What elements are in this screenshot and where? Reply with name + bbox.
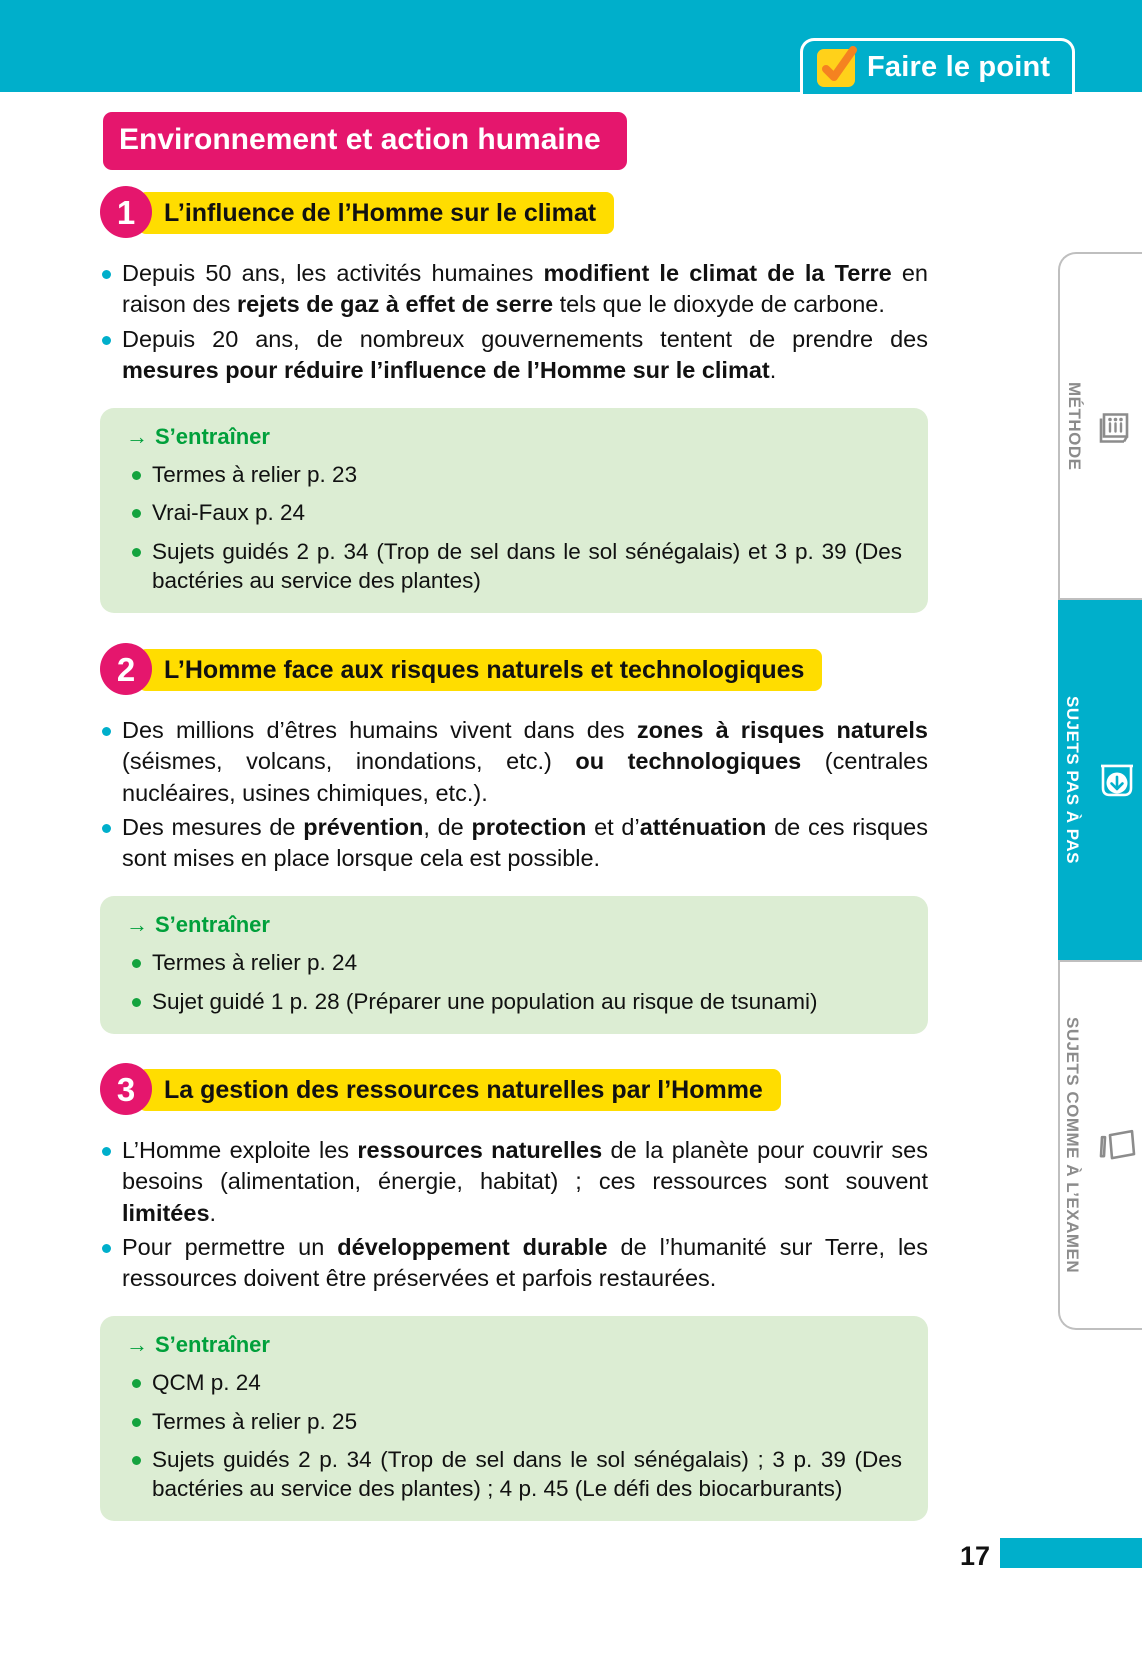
- practice-title-2: [126, 912, 902, 938]
- arrow-right-icon: →: [126, 912, 148, 938]
- sidebar: [1000, 252, 1142, 1330]
- section-3-bullets: [100, 1135, 928, 1294]
- sidebar-tab-methode[interactable]: [1058, 252, 1142, 600]
- section-1: [0, 190, 1000, 613]
- arrow-right-icon: →: [126, 1332, 148, 1358]
- section-2-header: [100, 647, 1000, 693]
- section-2-bullets: [100, 715, 928, 874]
- list-item: Des mesures de prévention, de protection et d’atténuation de ces risques sont mises en place lorsque cela est possible.: [100, 812, 928, 875]
- practice-label: S’entraîner: [155, 424, 270, 449]
- page-number: 17: [959, 1541, 990, 1571]
- section-2-number: 2: [100, 643, 152, 695]
- section-3-header: [100, 1067, 1000, 1113]
- list-item: QCM p. 24: [126, 1368, 902, 1397]
- practice-list-3: [126, 1368, 902, 1503]
- list-item: Termes à relier p. 24: [126, 948, 902, 977]
- section-3-practice-box: [100, 1316, 928, 1521]
- practice-list-1: [126, 460, 902, 595]
- sidebar-tab-methode-label: MÉTHODE: [1065, 381, 1084, 471]
- section-1-bullets: [100, 258, 928, 386]
- section-3-title: La gestion des ressources naturelles par l’Homme: [164, 1075, 763, 1104]
- list-item: Termes à relier p. 25: [126, 1407, 902, 1436]
- list-item: Sujets guidés 2 p. 34 (Trop de sel dans le sol sénégalais) ; 3 p. 39 (Des bactéries au service des plantes) ; 4 p. 45 (Le défi des biocarburants): [126, 1445, 902, 1504]
- section-3: [0, 1067, 1000, 1521]
- arrow-right-icon: →: [126, 424, 148, 449]
- list-item: Des millions d’êtres humains vivent dans des zones à risques naturels (séismes, volcans, inondations, etc.) ou technologiques (centrales nucléaires, usines chimiques, etc.).: [100, 715, 928, 809]
- section-3-title-chip: [138, 1069, 781, 1111]
- practice-title-3: [126, 1332, 902, 1358]
- list-item: Depuis 50 ans, les activités humaines modifient le climat de la Terre en raison des rejets de gaz à effet de serre tels que le dioxyde de carbone.: [100, 258, 928, 321]
- exam-paper-icon: [1096, 1127, 1140, 1163]
- list-item: Sujets guidés 2 p. 34 (Trop de sel dans le sol sénégalais) et 3 p. 39 (Des bactéries au service des plantes): [126, 537, 902, 596]
- notebook-icon: [1098, 408, 1138, 444]
- practice-label: S’entraîner: [155, 912, 270, 938]
- sidebar-tab-sujets-examen[interactable]: [1058, 960, 1142, 1330]
- list-item: Sujet guidé 1 p. 28 (Préparer une population au risque de tsunami): [126, 987, 902, 1016]
- faire-le-point-tab[interactable]: [800, 38, 1075, 94]
- check-icon: [817, 49, 855, 87]
- list-item: Vrai-Faux p. 24: [126, 498, 902, 527]
- section-2: [0, 647, 1000, 1034]
- list-item: Pour permettre un développement durable de l’humanité sur Terre, les ressources doivent être préservées et parfois restaurées.: [100, 1232, 928, 1295]
- arrow-up-badge-icon: [1096, 761, 1138, 799]
- section-2-title: L’Homme face aux risques naturels et technologiques: [164, 655, 805, 684]
- sidebar-tab-sujets-pas-a-pas[interactable]: [1058, 600, 1142, 960]
- sidebar-tab-sujets-pas-a-pas-label: SUJETS PAS À PAS: [1063, 696, 1082, 864]
- practice-title-1: [126, 424, 902, 450]
- section-1-title-chip: [138, 192, 614, 234]
- list-item: L’Homme exploite les ressources naturelles de la planète pour couvrir ses besoins (alimentation, énergie, habitat) ; ces ressources sont souvent limitées.: [100, 1135, 928, 1229]
- faire-le-point-label: Faire le point: [867, 51, 1051, 83]
- practice-list-2: [126, 948, 902, 1016]
- section-1-number: 1: [100, 186, 152, 238]
- page-title: Environnement et action humaine: [103, 112, 627, 170]
- section-2-title-chip: [138, 649, 822, 691]
- list-item: Depuis 20 ans, de nombreux gouvernements tentent de prendre des mesures pour réduire l’influence de l’Homme sur le climat.: [100, 324, 928, 387]
- footer-accent-bar: [1000, 1538, 1142, 1568]
- sidebar-tab-sujets-examen-label: SUJETS COMME À L’EXAMEN: [1063, 1016, 1082, 1274]
- section-3-number: 3: [100, 1063, 152, 1115]
- section-1-practice-box: [100, 408, 928, 613]
- list-item: Termes à relier p. 23: [126, 460, 902, 489]
- section-1-title: L’influence de l’Homme sur le climat: [164, 198, 597, 227]
- section-1-header: [100, 190, 1000, 236]
- section-2-practice-box: [100, 896, 928, 1034]
- practice-label: S’entraîner: [155, 1332, 270, 1358]
